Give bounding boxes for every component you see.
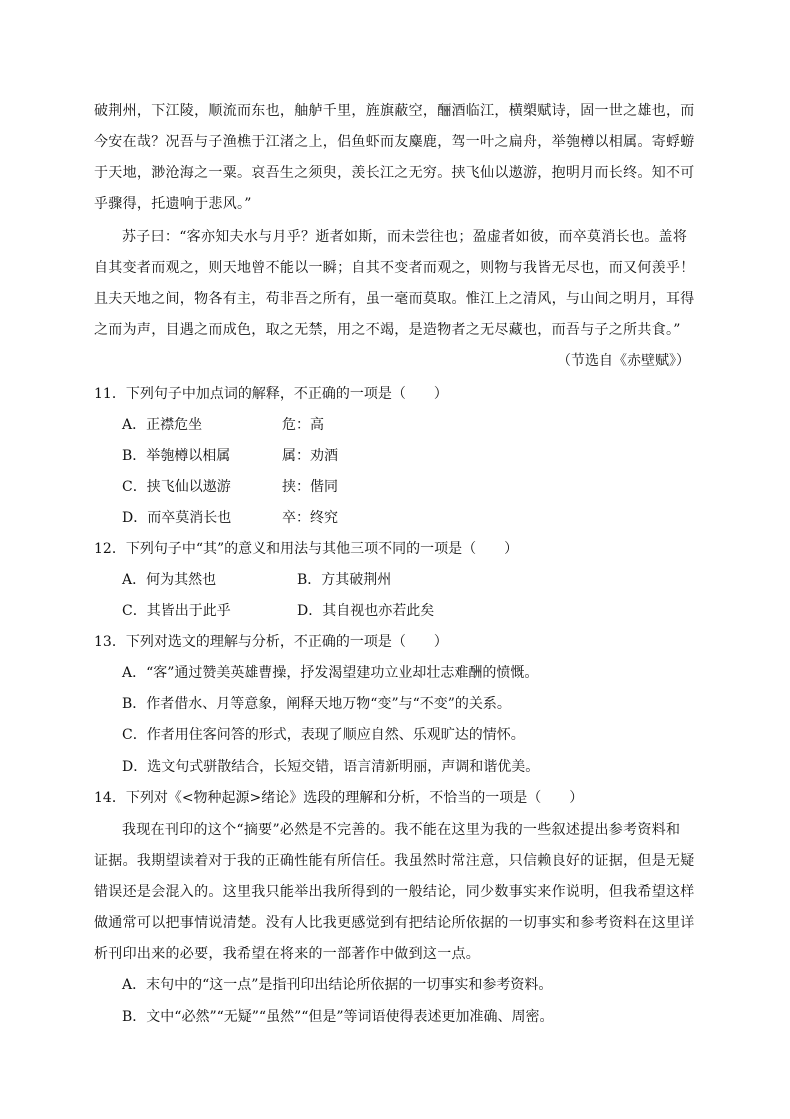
- passage-line: 自其变者而观之，则天地曾不能以一瞬；自其不变者而观之，则物与我皆无尽也，而又何羡乎！: [94, 260, 695, 276]
- q12-option-c: C．其皆出于此乎: [122, 603, 231, 619]
- q12-option-a: A．何为其然也: [122, 572, 217, 588]
- q14-passage-line: 析刊印出来的必要，我希望在将来的一部著作中做到这一点。: [94, 946, 481, 962]
- passage-line: 于天地，渺沧海之一粟。哀吾生之须臾，羡长江之无穷。挟飞仙以遨游，抱明月而长终。知不可: [94, 165, 695, 181]
- q14-passage-line: 做通常可以把事情说清楚。没有人比我更感觉到有把结论所依据的一切事实和参考资料在这里详: [94, 915, 695, 931]
- option-text: A．正襟危坐: [122, 417, 203, 433]
- q11-option-a: [122, 414, 324, 434]
- option-gloss: 挟：偕同: [282, 479, 338, 495]
- q11-option-c: [122, 476, 338, 496]
- q11-option-b: [122, 445, 338, 465]
- q14-passage-line: 我现在刊印的这个“摘要”必然是不完善的。我不能在这里为我的一些叙述提出参考资料和: [122, 822, 681, 838]
- q12-option-d: D．其自视也亦若此矣: [297, 603, 435, 619]
- q14-option-b: B．文中“必然”“无疑”“虽然”“但是”等词语使得表述更加准确、周密。: [122, 1009, 554, 1025]
- question-11-stem: 11．下列句子中加点词的解释，不正确的一项是（ ）: [94, 386, 448, 402]
- option-gloss: 属：劝酒: [282, 448, 338, 464]
- passage-source: （节选自《赤壁赋》）: [557, 353, 690, 369]
- option-text: D．而卒莫消长也: [122, 510, 232, 526]
- passage-line: 之而为声，目遇之而成色，取之无禁，用之不竭，是造物者之无尽藏也，而吾与子之所共食。”: [94, 322, 681, 338]
- q13-option-c: C．作者用住客问答的形式，表现了顺应自然、乐观旷达的情怀。: [122, 727, 525, 743]
- q13-option-b: B．作者借水、月等意象，阐释天地万物“变”与“不变”的关系。: [122, 696, 511, 712]
- passage-line: 今安在哉？况吾与子渔樵于江渚之上，侣鱼虾而友麋鹿，驾一叶之扁舟，举匏樽以相属。寄蜉蝣: [94, 134, 695, 150]
- q12-option-b: B．方其破荆州: [297, 572, 392, 588]
- question-12-stem: 12．下列句子中“其”的意义和用法与其他三项不同的一项是（ ）: [94, 541, 519, 557]
- q14-passage-line: 错误还是会混入的。这里我只能举出我所得到的一般结论，同少数事实来作说明，但我希望这样: [94, 884, 695, 900]
- q13-option-d: D．选文句式骈散结合，长短交错，语言清新明丽，声调和谐优美。: [122, 759, 540, 775]
- option-text: C．挟飞仙以遨游: [122, 479, 231, 495]
- option-gloss: 卒：终究: [282, 510, 338, 526]
- passage-line: 且夫天地之间，物各有主，苟非吾之所有，虽一毫而莫取。惟江上之清风，与山间之明月，耳得: [94, 291, 695, 307]
- question-14-stem: 14．下列对《<物种起源>绪论》选段的理解和分析，不恰当的一项是（ ）: [94, 790, 584, 806]
- q14-option-a: A．末句中的“这一点”是指刊印出结论所依据的一切事实和参考资料。: [122, 977, 553, 993]
- option-text: B．举匏樽以相属: [122, 448, 231, 464]
- q14-passage-line: 证据。我期望读着对于我的正确性能有所信任。我虽然时常注意，只信赖良好的证据，但是无疑: [94, 853, 695, 869]
- question-13-stem: 13．下列对选文的理解与分析，不正确的一项是（ ）: [94, 634, 448, 650]
- passage-line: 破荆州，下江陵，顺流而东也，舳舻千里，旌旗蔽空，酾酒临江，横槊赋诗，固一世之雄也，而: [94, 103, 695, 119]
- passage-line: 乎骤得，托遗响于悲风。”: [94, 196, 252, 212]
- q13-option-a: A．“客”通过赞美英雄曹操，抒发渴望建功立业却壮志难酬的愤慨。: [122, 665, 539, 681]
- passage-line: 苏子曰：“客亦知夫水与月乎？逝者如斯，而未尝往也；盈虚者如彼，而卒莫消长也。盖将: [122, 229, 688, 245]
- option-gloss: 危：高: [282, 417, 324, 433]
- q11-option-d: [122, 507, 338, 527]
